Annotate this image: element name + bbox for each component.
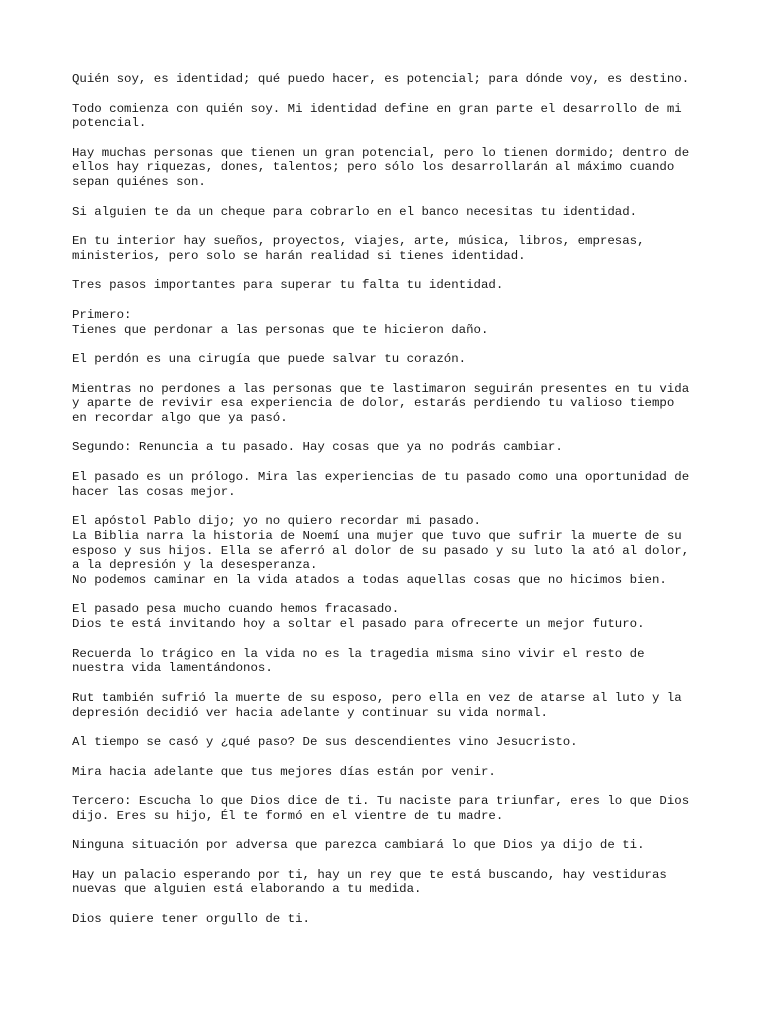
paragraph-3: Hay muchas personas que tienen un gran potencial, pero lo tienen dormido; dentro de ellos hay riquezas, dones, talentos; pero sólo los desarrollarán al máximo cuando sepan quiénes son. <box>72 145 690 190</box>
paragraph-11: El pasado es un prólogo. Mira las experiencias de tu pasado como una oportunidad de hacer las cosas mejor. <box>72 469 690 499</box>
paragraph-10: Segundo: Renuncia a tu pasado. Hay cosas que ya no podrás cambiar. <box>72 440 563 455</box>
paragraph-12: El apóstol Pablo dijo; yo no quiero recordar mi pasado. La Biblia narra la historia de Noemí una mujer que tuvo que sufrir la muerte de su esposo y sus hijos. Ella se aferró al dolor de su pasado y su luto la ató al dolor, a la depresión y la desesperanza. No podemos caminar en la vida atados a todas aquellas cosas que no hicimos bien. <box>72 514 690 587</box>
paragraph-9: Mientras no perdones a las personas que te lastimaron seguirán presentes en tu vida y aparte de revivir esa experiencia de dolor, estarás perdiendo tu valioso tiempo en recordar algo que ya pasó. <box>72 381 690 425</box>
paragraph-21: Dios quiere tener orgullo de ti. <box>72 911 310 926</box>
paragraph-17: Mira hacia adelante que tus mejores días están por venir. <box>72 764 496 779</box>
paragraph-7: Primero: Tienes que perdonar a las personas que te hicieron daño. <box>72 307 489 337</box>
paragraph-18: Tercero: Escucha lo que Dios dice de ti. Tu naciste para triunfar, eres lo que Dios dijo. Eres su hijo, Él te formó en el vientre de tu madre. <box>72 794 690 823</box>
paragraph-15: Rut también sufrió la muerte de su esposo, pero ella en vez de atarse al luto y la depresión decidió ver hacia adelante y continuar su vida normal. <box>72 690 682 720</box>
paragraph-5: En tu interior hay sueños, proyectos, viajes, arte, música, libros, empresas, ministerios, pero solo se harán realidad si tienes identidad. <box>72 234 645 263</box>
paragraph-4: Si alguien te da un cheque para cobrarlo en el banco necesitas tu identidad. <box>72 204 638 219</box>
document-page <box>72 72 712 941</box>
paragraph-2: Todo comienza con quién soy. Mi identidad define en gran parte el desarrollo de mi potencial. <box>72 101 682 131</box>
paragraph-8: El perdón es una cirugía que puede salvar tu corazón. <box>72 352 467 367</box>
paragraph-16: Al tiempo se casó y ¿qué paso? De sus descendientes vino Jesucristo. <box>72 735 578 750</box>
paragraph-19: Ninguna situación por adversa que parezca cambiará lo que Dios ya dijo de ti. <box>72 838 645 853</box>
paragraph-14: Recuerda lo trágico en la vida no es la tragedia misma sino vivir el resto de nuestra vida lamentándonos. <box>72 646 645 676</box>
paragraph-6: Tres pasos importantes para superar tu falta tu identidad. <box>72 278 504 293</box>
paragraph-1: Quién soy, es identidad; qué puedo hacer, es potencial; para dónde voy, es destino. <box>72 72 690 86</box>
paragraph-20: Hay un palacio esperando por ti, hay un rey que te está buscando, hay vestiduras nuevas que alguien está elaborando a tu medida. <box>72 867 667 897</box>
paragraph-13: El pasado pesa mucho cuando hemos fracasado. Dios te está invitando hoy a soltar el pasado para ofrecerte un mejor futuro. <box>72 602 645 632</box>
